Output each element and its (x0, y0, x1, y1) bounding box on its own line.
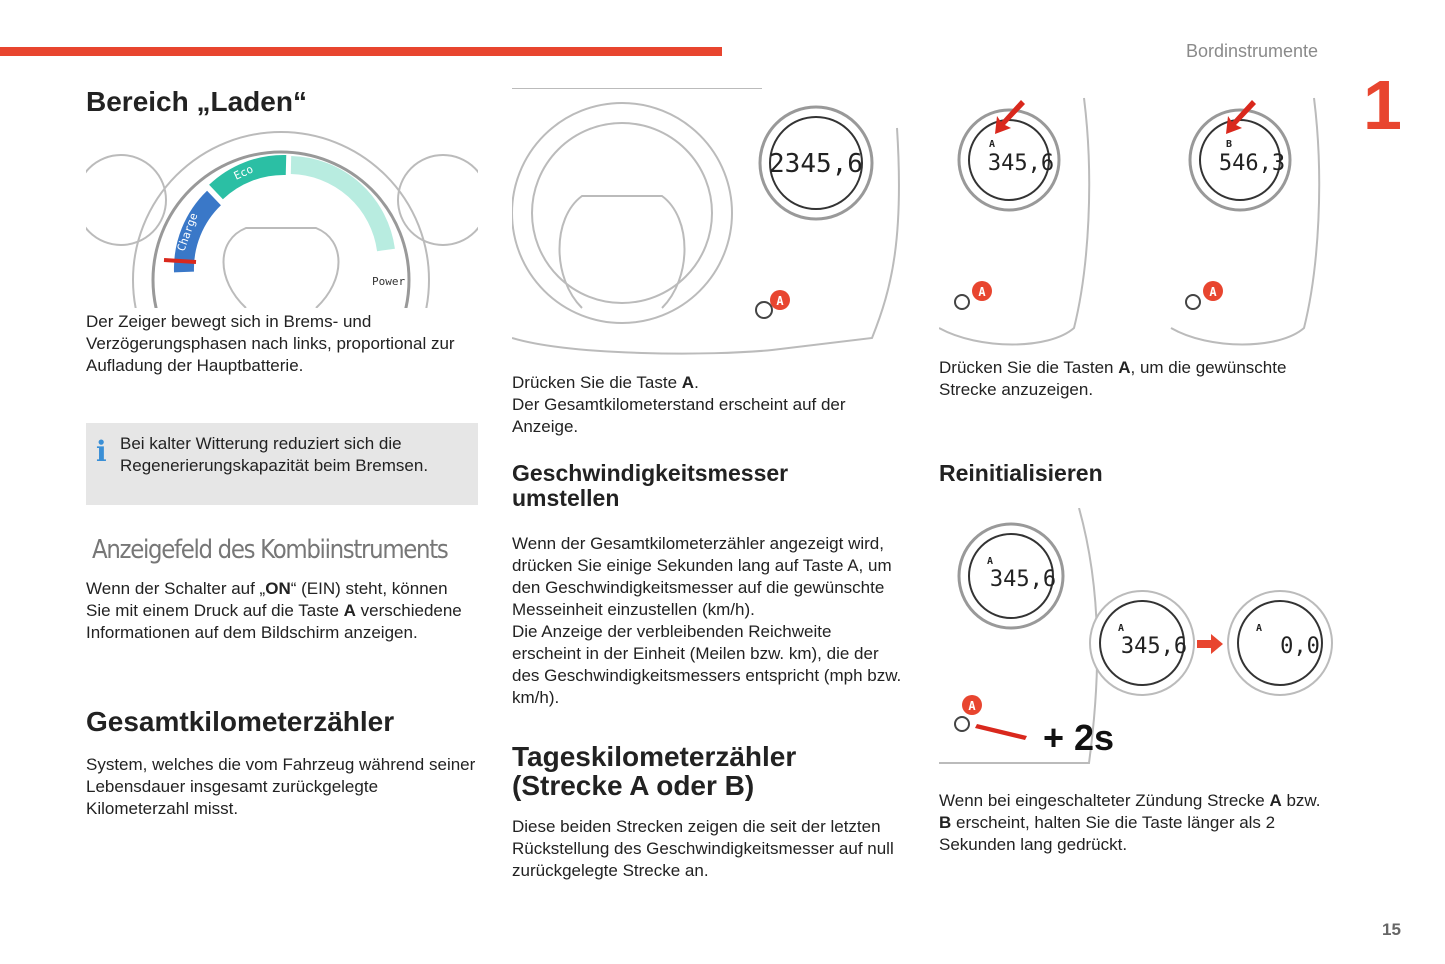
reset-title: Reinitialisieren (939, 460, 1103, 486)
reset-value-1: 345,6 (989, 567, 1057, 592)
reset-label: A (1256, 623, 1263, 634)
arrow-right-icon (1197, 634, 1223, 654)
odometer-title: Gesamtkilometerzähler (86, 706, 395, 737)
page-number: 15 (1382, 920, 1401, 939)
arrow-icon (975, 724, 1027, 740)
charge-gauge-illustration (86, 130, 478, 308)
trip-a-value: 345,6 (987, 151, 1055, 176)
odometer-value: 2345,6 (769, 149, 863, 179)
trip-a-label: A (989, 139, 996, 150)
trip-b-label: B (1226, 139, 1233, 150)
reset-value-2: 345,6 (1120, 634, 1188, 659)
button-a[interactable] (955, 717, 969, 731)
tasten-description: Drücken Sie die Tasten A, um die gewünschte Strecke anzuzeigen. (939, 358, 1287, 399)
reset-value-3: 0,0 (1280, 634, 1320, 659)
power-label: Power (372, 275, 406, 288)
press-description: Drücken Sie die Taste A. Der Gesamtkilometerstand erscheint auf der Anzeige. (512, 373, 846, 436)
info-box (86, 423, 478, 505)
odometer-description: System, welches die vom Fahrzeug während seiner Lebensdauer insgesamt zurückgelegte Kilometerzahl misst. (86, 755, 476, 818)
button-a[interactable] (955, 295, 969, 309)
hold-duration-label: + 2s (1043, 717, 1115, 758)
button-a[interactable] (1186, 295, 1200, 309)
info-icon: i (96, 435, 107, 468)
button-a-label: A (1209, 285, 1217, 299)
reset-illustration (939, 508, 1334, 770)
button-a-label: A (968, 699, 976, 713)
trip-title: Tageskilometerzähler (Strecke A oder B) (512, 741, 797, 801)
reset-label: A (987, 556, 994, 567)
eco-label: Eco (231, 162, 256, 183)
trip-illustration (939, 88, 1334, 350)
speedometer-description: Wenn der Gesamtkilometerzähler angezeigt wird, drücken Sie einige Sekunden lang auf Taste A, um den Geschwindigkeitsmesser auf die gewünschte Messeinheit einzustellen (km/h). Die Anzeige der verbleibenden Reichweite erscheint in der Einheit (Meilen bzw. km), die der des Geschwindigkeitsmessers entspricht (mph bzw. km/h). (512, 534, 902, 707)
reset-label: A (1118, 623, 1125, 634)
trip-b-value: 546,3 (1218, 151, 1286, 176)
speedometer-title: Geschwindigkeitsmesser umstellen (512, 460, 789, 511)
display-description: Wenn der Schalter auf „ON“ (EIN) steht, können Sie mit einem Druck auf die Taste A verschiedene Informationen auf dem Bildschirm anzeigen. (86, 579, 462, 642)
header-accent-bar (0, 47, 722, 56)
section-title: Bordinstrumente (1186, 41, 1319, 61)
trip-description: Diese beiden Strecken zeigen die seit der letzten Rückstellung des Geschwindigkeitsmesser auf null zurückgelegte Strecke an. (512, 817, 894, 880)
odometer-illustration (512, 88, 904, 356)
display-panel-title: Anzeigefeld des Kombiinstruments (92, 535, 448, 565)
gauge-needle (164, 260, 196, 262)
button-a-label: A (978, 285, 986, 299)
chapter-number: 1 (1363, 66, 1402, 144)
info-text: Bei kalter Witterung reduziert sich die Regenerierungskapazität beim Bremsen. (120, 434, 429, 475)
charge-label: Charge (174, 211, 201, 254)
button-a[interactable] (756, 302, 772, 318)
reset-description: Wenn bei eingeschalteter Zündung Strecke A bzw. B erscheint, halten Sie die Taste länger als 2 Sekunden lang gedrückt. (939, 791, 1321, 854)
charge-section-title: Bereich „Laden“ (86, 86, 307, 117)
button-a-label: A (776, 294, 784, 308)
charge-description: Der Zeiger bewegt sich in Brems- und Verzögerungsphasen nach links, proportional zur Aufladung der Hauptbatterie. (86, 312, 455, 375)
